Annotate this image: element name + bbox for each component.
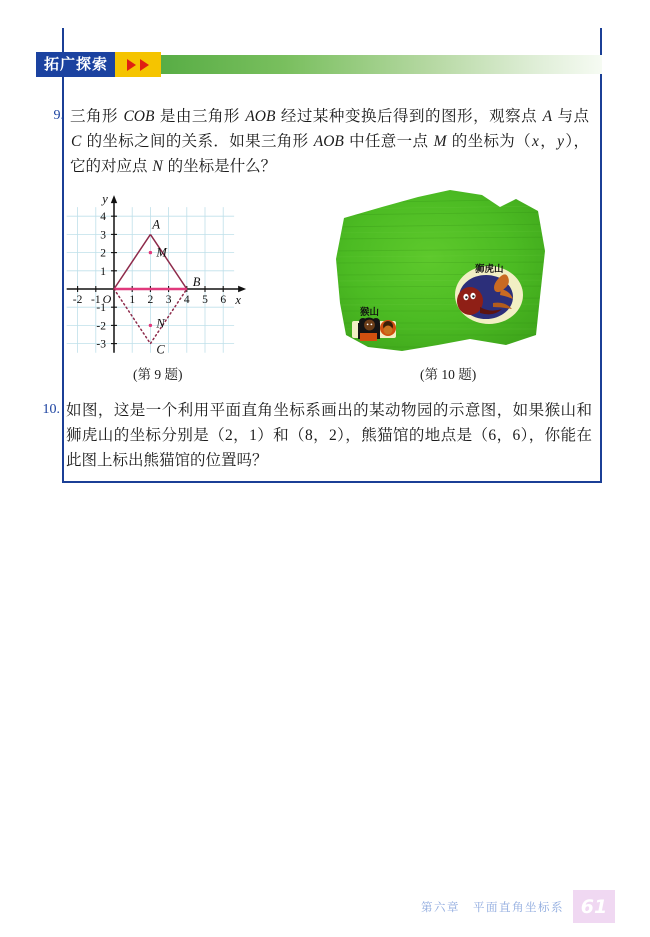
x-tick-label: 1 <box>129 294 136 306</box>
monkey-hill-marker <box>352 318 396 342</box>
y-tick-label: 2 <box>100 247 106 260</box>
point-label-m: M <box>156 245 167 260</box>
lion-tiger-hill-label <box>475 263 504 275</box>
x-tick-label: -1 <box>91 294 101 306</box>
x-axis-arrow <box>238 286 246 292</box>
y-tick-label: -2 <box>96 320 106 333</box>
y-tick-label: 1 <box>100 265 106 278</box>
math-symbol: AOB <box>245 108 276 125</box>
x-tick-label: -2 <box>72 294 83 306</box>
problem-number: 10. <box>42 402 60 417</box>
problem-item-10 <box>40 398 592 473</box>
math-symbol: N <box>152 158 163 176</box>
problem-text: 如图，这是一个利用平面直角坐标系画出的某动物园的示意图，如果猴山和狮虎山的坐标分别是（2，1）和（8，2），熊猫馆的地点是（6，6），你能在此图上标出熊猫馆的位置吗？ <box>66 402 592 470</box>
y-axis-arrow <box>111 195 117 203</box>
math-symbol: C <box>71 133 82 151</box>
math-symbol: y <box>557 133 565 151</box>
x-tick-label: 5 <box>202 294 208 306</box>
coordinate-plane-svg <box>62 183 277 363</box>
point-marker <box>149 251 152 254</box>
x-tick-label: 6 <box>220 294 227 306</box>
point-labels <box>151 217 200 356</box>
math-symbol: AOB <box>313 133 344 151</box>
x-tick-label: 3 <box>165 294 172 306</box>
point-marker <box>149 324 152 327</box>
figure-10-caption: (第 10 题) <box>420 367 477 382</box>
math-symbol: A <box>542 108 553 125</box>
figure-9-caption: (第 9 题) <box>133 367 183 382</box>
math-symbol: x <box>532 133 539 151</box>
page-number-badge <box>573 890 615 923</box>
double-triangle-right-icon <box>115 52 161 77</box>
y-tick-label: 3 <box>100 229 106 242</box>
x-axis-label: x <box>235 293 241 307</box>
point-label-a: A <box>152 217 161 232</box>
triangle-right-icon <box>127 59 136 71</box>
x-tick-label: 4 <box>183 294 190 306</box>
origin-label: O <box>102 292 112 306</box>
x-tick-label: 2 <box>147 294 154 306</box>
section-banner <box>36 52 602 77</box>
grid-lines <box>67 207 234 353</box>
section-banner-label: 拓广探索 <box>36 52 115 77</box>
lion-tiger-hill-label-text: 狮虎山 <box>475 264 504 275</box>
monkey-hill-label <box>360 306 379 318</box>
zoo-map-svg <box>330 185 555 360</box>
y-tick-label: 4 <box>100 211 106 224</box>
footer-chapter-title: 第六章 平面直角坐标系 <box>421 900 564 914</box>
banner-gradient-bar <box>161 55 602 74</box>
y-axis-label: y <box>102 192 108 207</box>
figure-zoo-map <box>330 185 555 360</box>
y-tick-label: -1 <box>96 302 106 315</box>
point-label-b: B <box>192 275 201 289</box>
monkey-hill-label-text: 猴山 <box>360 307 380 318</box>
triangle-right-icon <box>140 59 149 71</box>
point-label-n: N <box>156 316 165 331</box>
point-label-c: C <box>156 342 165 357</box>
problem-number: 9. <box>53 108 64 123</box>
problem-item-9 <box>44 104 589 179</box>
problem-text: 三角形 COB 是由三角形 AOB 经过某种变换后得到的图形，观察点 A 与点 C 的坐标之间的关系．如果三角形 AOB 中任意一点 M 的坐标为（x，y），它的对应点 N 的坐标是什么？ <box>70 108 589 176</box>
page-number: 61 <box>580 895 608 918</box>
figure-coordinate-plane <box>62 183 277 363</box>
math-symbol: COB <box>123 108 155 125</box>
y-tick-label: -3 <box>96 338 106 351</box>
math-symbol: M <box>433 133 447 151</box>
